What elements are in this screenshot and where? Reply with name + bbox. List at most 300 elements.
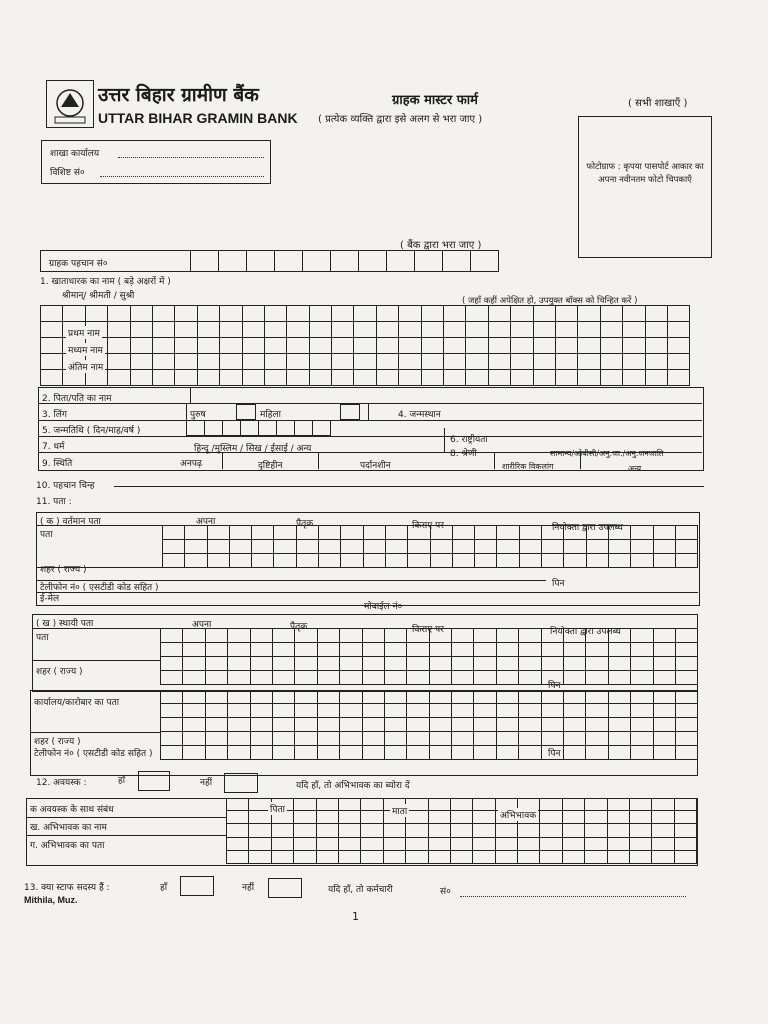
name-cell[interactable] (623, 306, 645, 322)
name-cell[interactable] (534, 338, 556, 354)
office-address-cell[interactable] (519, 690, 541, 704)
current-address-cell[interactable] (230, 554, 252, 568)
name-cell[interactable] (265, 370, 287, 386)
current-address-cell[interactable] (475, 526, 497, 540)
office-address-cell[interactable] (295, 746, 317, 760)
office-address-cell[interactable] (407, 746, 429, 760)
name-cell[interactable] (198, 370, 220, 386)
name-cell[interactable] (332, 306, 354, 322)
office-address-cell[interactable] (228, 746, 250, 760)
name-cell[interactable] (646, 354, 668, 370)
name-cell[interactable] (131, 354, 153, 370)
current-address-cell[interactable] (475, 554, 497, 568)
name-cell[interactable] (534, 322, 556, 338)
name-cell[interactable] (310, 370, 332, 386)
name-cell[interactable] (489, 322, 511, 338)
current-address-cell[interactable] (386, 540, 408, 554)
permanent-address-cell[interactable] (318, 657, 340, 671)
name-cell[interactable] (332, 370, 354, 386)
name-cell[interactable] (86, 306, 108, 322)
current-address-cell[interactable] (654, 554, 676, 568)
office-address-cell[interactable] (273, 718, 295, 732)
name-cell[interactable] (354, 338, 376, 354)
permanent-address-cell[interactable] (340, 643, 362, 657)
office-address-cell[interactable] (251, 704, 273, 718)
permanent-address-cell[interactable] (452, 657, 474, 671)
permanent-address-cell[interactable] (340, 629, 362, 643)
name-cell[interactable] (220, 322, 242, 338)
name-cell[interactable] (198, 322, 220, 338)
photo-box[interactable] (578, 116, 712, 258)
guardian-cell[interactable] (361, 824, 383, 837)
office-address-cell[interactable] (206, 746, 228, 760)
name-cell[interactable] (175, 306, 197, 322)
office-address-cell[interactable] (183, 718, 205, 732)
guardian-cell[interactable] (406, 851, 428, 864)
office-address-cell[interactable] (676, 732, 698, 746)
guardian-cell[interactable] (496, 851, 518, 864)
name-cell[interactable] (377, 370, 399, 386)
office-address-cell[interactable] (609, 718, 631, 732)
permanent-address-cell[interactable] (295, 671, 317, 685)
current-address-cell[interactable] (497, 554, 519, 568)
customer-id-cell[interactable] (247, 251, 275, 272)
name-cell[interactable] (243, 354, 265, 370)
staff-yes-checkbox[interactable] (180, 876, 214, 896)
name-cell[interactable] (489, 370, 511, 386)
name-cell[interactable] (534, 370, 556, 386)
guardian-cell[interactable] (429, 798, 451, 811)
office-address-cell[interactable] (497, 718, 519, 732)
office-address-cell[interactable] (609, 732, 631, 746)
name-cell[interactable] (668, 354, 690, 370)
guardian-cell[interactable] (675, 824, 697, 837)
name-cell[interactable] (444, 306, 466, 322)
name-cell[interactable] (41, 306, 63, 322)
office-address-cell[interactable] (519, 718, 541, 732)
permanent-address-cell[interactable] (586, 643, 608, 657)
office-address-cell[interactable] (295, 732, 317, 746)
current-address-cell[interactable] (386, 554, 408, 568)
name-cell[interactable] (131, 322, 153, 338)
office-address-cell[interactable] (407, 732, 429, 746)
name-cell[interactable] (310, 354, 332, 370)
office-address-cell[interactable] (586, 718, 608, 732)
current-address-cell[interactable] (297, 540, 319, 554)
guardian-cell[interactable] (563, 838, 585, 851)
current-address-cell[interactable] (609, 554, 631, 568)
name-cell[interactable] (466, 306, 488, 322)
permanent-address-cell[interactable] (161, 643, 183, 657)
name-cell[interactable] (601, 370, 623, 386)
guardian-grid[interactable] (226, 798, 697, 864)
name-cell[interactable] (265, 338, 287, 354)
name-cell[interactable] (220, 306, 242, 322)
current-address-cell[interactable] (341, 554, 363, 568)
guardian-cell[interactable] (272, 851, 294, 864)
name-cell[interactable] (243, 306, 265, 322)
office-address-cell[interactable] (385, 732, 407, 746)
guardian-cell[interactable] (429, 824, 451, 837)
guardian-cell[interactable] (585, 798, 607, 811)
office-address-cell[interactable] (183, 690, 205, 704)
current-address-cell[interactable] (631, 540, 653, 554)
permanent-address-cell[interactable] (407, 671, 429, 685)
permanent-address-cell[interactable] (363, 629, 385, 643)
guardian-cell[interactable] (675, 811, 697, 824)
minor-no-checkbox[interactable] (224, 773, 258, 793)
guardian-cell[interactable] (630, 798, 652, 811)
name-cell[interactable] (534, 306, 556, 322)
current-address-cell[interactable] (297, 554, 319, 568)
guardian-cell[interactable] (317, 811, 339, 824)
name-cell[interactable] (578, 322, 600, 338)
permanent-address-cell[interactable] (228, 643, 250, 657)
office-address-cell[interactable] (363, 704, 385, 718)
guardian-cell[interactable] (608, 811, 630, 824)
name-cell[interactable] (466, 338, 488, 354)
guardian-cell[interactable] (249, 824, 271, 837)
guardian-cell[interactable] (585, 838, 607, 851)
guardian-cell[interactable] (608, 798, 630, 811)
guardian-cell[interactable] (451, 811, 473, 824)
office-address-cell[interactable] (228, 690, 250, 704)
name-cell[interactable] (466, 354, 488, 370)
permanent-address-cell[interactable] (161, 657, 183, 671)
guardian-cell[interactable] (227, 838, 249, 851)
permanent-address-cell[interactable] (430, 643, 452, 657)
identification-mark-field[interactable] (114, 486, 704, 487)
name-cell[interactable] (377, 306, 399, 322)
office-address-cell[interactable] (161, 704, 183, 718)
current-address-cell[interactable] (631, 526, 653, 540)
name-cell[interactable] (556, 338, 578, 354)
current-address-cell[interactable] (163, 540, 185, 554)
name-cell[interactable] (131, 338, 153, 354)
permanent-address-cell[interactable] (497, 629, 519, 643)
office-address-cell[interactable] (631, 732, 653, 746)
guardian-cell[interactable] (473, 811, 495, 824)
name-cell[interactable] (153, 306, 175, 322)
name-cell[interactable] (668, 322, 690, 338)
guardian-cell[interactable] (630, 811, 652, 824)
permanent-address-cell[interactable] (183, 671, 205, 685)
permanent-address-cell[interactable] (519, 657, 541, 671)
office-address-cell[interactable] (340, 690, 362, 704)
office-address-cell[interactable] (183, 704, 205, 718)
permanent-address-cell[interactable] (228, 671, 250, 685)
guardian-cell[interactable] (563, 798, 585, 811)
permanent-address-cell[interactable] (654, 643, 676, 657)
guardian-cell[interactable] (496, 824, 518, 837)
name-cell[interactable] (108, 306, 130, 322)
current-address-cell[interactable] (230, 540, 252, 554)
name-cell[interactable] (243, 370, 265, 386)
name-cell[interactable] (108, 322, 130, 338)
name-cell[interactable] (399, 354, 421, 370)
office-address-cell[interactable] (564, 690, 586, 704)
office-address-cell[interactable] (519, 732, 541, 746)
current-address-cell[interactable] (319, 554, 341, 568)
permanent-address-cell[interactable] (228, 657, 250, 671)
guardian-cell[interactable] (585, 851, 607, 864)
office-address-cell[interactable] (497, 732, 519, 746)
office-address-cell[interactable] (430, 690, 452, 704)
office-address-cell[interactable] (363, 746, 385, 760)
office-address-cell[interactable] (228, 704, 250, 718)
office-address-cell[interactable] (273, 704, 295, 718)
name-cell[interactable] (556, 354, 578, 370)
name-cell[interactable] (377, 338, 399, 354)
guardian-cell[interactable] (540, 798, 562, 811)
name-cell[interactable] (354, 370, 376, 386)
name-cell[interactable] (399, 306, 421, 322)
permanent-address-cell[interactable] (474, 657, 496, 671)
office-address-cell[interactable] (251, 690, 273, 704)
name-cell[interactable] (175, 370, 197, 386)
permanent-address-cell[interactable] (519, 671, 541, 685)
permanent-address-cell[interactable] (385, 671, 407, 685)
customer-id-cell[interactable] (331, 251, 359, 272)
current-address-cell[interactable] (453, 554, 475, 568)
current-address-cell[interactable] (475, 540, 497, 554)
guardian-cell[interactable] (563, 851, 585, 864)
office-address-grid[interactable] (160, 690, 698, 760)
permanent-address-cell[interactable] (295, 643, 317, 657)
permanent-address-cell[interactable] (542, 643, 564, 657)
current-address-cell[interactable] (497, 526, 519, 540)
office-address-cell[interactable] (474, 746, 496, 760)
name-cell[interactable] (668, 338, 690, 354)
current-address-cell[interactable] (542, 540, 564, 554)
name-cell[interactable] (668, 306, 690, 322)
male-checkbox[interactable] (236, 404, 256, 420)
name-cell[interactable] (601, 306, 623, 322)
permanent-address-cell[interactable] (430, 671, 452, 685)
guardian-cell[interactable] (652, 811, 674, 824)
name-cell[interactable] (354, 322, 376, 338)
name-cell[interactable] (444, 322, 466, 338)
office-address-cell[interactable] (452, 718, 474, 732)
current-address-cell[interactable] (163, 554, 185, 568)
office-address-cell[interactable] (631, 718, 653, 732)
current-address-cell[interactable] (274, 540, 296, 554)
name-cell[interactable] (131, 306, 153, 322)
office-address-cell[interactable] (251, 718, 273, 732)
office-address-cell[interactable] (676, 746, 698, 760)
name-cell[interactable] (220, 354, 242, 370)
office-address-cell[interactable] (564, 704, 586, 718)
permanent-address-cell[interactable] (564, 671, 586, 685)
office-address-cell[interactable] (385, 746, 407, 760)
current-address-cell[interactable] (654, 526, 676, 540)
name-cell[interactable] (153, 338, 175, 354)
office-address-cell[interactable] (452, 704, 474, 718)
name-cell[interactable] (511, 306, 533, 322)
office-address-cell[interactable] (340, 718, 362, 732)
office-address-cell[interactable] (251, 746, 273, 760)
guardian-cell[interactable] (652, 798, 674, 811)
customer-id-cell[interactable] (387, 251, 415, 272)
guardian-cell[interactable] (249, 851, 271, 864)
name-cell[interactable] (623, 322, 645, 338)
permanent-address-cell[interactable] (474, 671, 496, 685)
guardian-cell[interactable] (563, 824, 585, 837)
permanent-address-cell[interactable] (519, 629, 541, 643)
name-cell[interactable] (175, 322, 197, 338)
guardian-cell[interactable] (249, 838, 271, 851)
office-address-cell[interactable] (206, 718, 228, 732)
permanent-address-cell[interactable] (474, 629, 496, 643)
customer-id-cell[interactable] (219, 251, 247, 272)
guardian-cell[interactable] (451, 798, 473, 811)
office-address-cell[interactable] (430, 718, 452, 732)
guardian-cell[interactable] (227, 798, 249, 811)
name-cell[interactable] (646, 322, 668, 338)
current-address-cell[interactable] (185, 540, 207, 554)
guardian-cell[interactable] (630, 824, 652, 837)
office-address-cell[interactable] (609, 746, 631, 760)
current-address-cell[interactable] (520, 526, 542, 540)
permanent-address-cell[interactable] (161, 671, 183, 685)
guardian-cell[interactable] (272, 824, 294, 837)
current-address-cell[interactable] (208, 540, 230, 554)
guardian-cell[interactable] (608, 838, 630, 851)
office-address-cell[interactable] (273, 746, 295, 760)
name-cell[interactable] (511, 370, 533, 386)
name-cell[interactable] (310, 338, 332, 354)
name-grid[interactable] (40, 305, 690, 386)
customer-id-cell[interactable] (275, 251, 303, 272)
guardian-cell[interactable] (518, 824, 540, 837)
customer-id-cell[interactable] (415, 251, 443, 272)
guardian-cell[interactable] (563, 811, 585, 824)
office-address-cell[interactable] (161, 732, 183, 746)
guardian-cell[interactable] (451, 851, 473, 864)
office-address-cell[interactable] (363, 732, 385, 746)
name-cell[interactable] (422, 354, 444, 370)
name-cell[interactable] (646, 338, 668, 354)
office-address-cell[interactable] (474, 690, 496, 704)
office-address-cell[interactable] (586, 746, 608, 760)
current-address-cell[interactable] (564, 554, 586, 568)
customer-id-cell[interactable] (471, 251, 499, 272)
permanent-address-cell[interactable] (161, 629, 183, 643)
name-cell[interactable] (332, 322, 354, 338)
office-address-cell[interactable] (497, 704, 519, 718)
permanent-address-cell[interactable] (183, 657, 205, 671)
guardian-cell[interactable] (473, 824, 495, 837)
guardian-cell[interactable] (630, 851, 652, 864)
office-address-cell[interactable] (586, 690, 608, 704)
name-cell[interactable] (511, 338, 533, 354)
name-cell[interactable] (41, 370, 63, 386)
office-address-cell[interactable] (363, 718, 385, 732)
permanent-address-cell[interactable] (452, 643, 474, 657)
name-cell[interactable] (220, 338, 242, 354)
name-cell[interactable] (511, 322, 533, 338)
office-address-cell[interactable] (318, 746, 340, 760)
permanent-address-cell[interactable] (654, 629, 676, 643)
guardian-cell[interactable] (294, 811, 316, 824)
guardian-cell[interactable] (652, 851, 674, 864)
name-cell[interactable] (601, 354, 623, 370)
office-address-cell[interactable] (676, 718, 698, 732)
permanent-address-cell[interactable] (363, 671, 385, 685)
name-cell[interactable] (578, 354, 600, 370)
guardian-cell[interactable] (294, 824, 316, 837)
name-cell[interactable] (153, 370, 175, 386)
office-address-cell[interactable] (497, 746, 519, 760)
guardian-cell[interactable] (451, 824, 473, 837)
name-cell[interactable] (466, 370, 488, 386)
name-cell[interactable] (287, 338, 309, 354)
guardian-cell[interactable] (384, 824, 406, 837)
current-address-cell[interactable] (587, 554, 609, 568)
name-cell[interactable] (623, 338, 645, 354)
current-address-cell[interactable] (274, 554, 296, 568)
name-cell[interactable] (377, 322, 399, 338)
office-address-cell[interactable] (161, 718, 183, 732)
guardian-cell[interactable] (429, 838, 451, 851)
name-cell[interactable] (646, 306, 668, 322)
current-address-cell[interactable] (431, 554, 453, 568)
office-address-cell[interactable] (385, 690, 407, 704)
guardian-cell[interactable] (429, 811, 451, 824)
guardian-cell[interactable] (406, 838, 428, 851)
current-address-cell[interactable] (185, 526, 207, 540)
office-address-cell[interactable] (228, 718, 250, 732)
name-cell[interactable] (556, 306, 578, 322)
office-address-cell[interactable] (676, 704, 698, 718)
guardian-cell[interactable] (518, 838, 540, 851)
office-address-cell[interactable] (542, 718, 564, 732)
name-cell[interactable] (287, 370, 309, 386)
name-cell[interactable] (489, 306, 511, 322)
guardian-cell[interactable] (451, 838, 473, 851)
permanent-address-cell[interactable] (251, 657, 273, 671)
office-address-cell[interactable] (542, 732, 564, 746)
name-cell[interactable] (287, 322, 309, 338)
permanent-address-cell[interactable] (183, 643, 205, 657)
special-no-field[interactable] (100, 176, 264, 177)
permanent-address-cell[interactable] (385, 629, 407, 643)
guardian-cell[interactable] (473, 838, 495, 851)
name-cell[interactable] (153, 322, 175, 338)
current-address-cell[interactable] (364, 526, 386, 540)
office-address-cell[interactable] (385, 718, 407, 732)
name-cell[interactable] (332, 338, 354, 354)
office-address-cell[interactable] (542, 704, 564, 718)
office-address-cell[interactable] (318, 718, 340, 732)
current-address-cell[interactable] (453, 540, 475, 554)
name-cell[interactable] (466, 322, 488, 338)
current-address-cell[interactable] (341, 526, 363, 540)
guardian-cell[interactable] (675, 798, 697, 811)
permanent-address-cell[interactable] (183, 629, 205, 643)
office-address-cell[interactable] (654, 704, 676, 718)
name-cell[interactable] (422, 306, 444, 322)
office-address-cell[interactable] (452, 732, 474, 746)
permanent-address-cell[interactable] (631, 643, 653, 657)
permanent-address-cell[interactable] (318, 629, 340, 643)
permanent-address-cell[interactable] (497, 657, 519, 671)
guardian-cell[interactable] (675, 851, 697, 864)
permanent-address-cell[interactable] (609, 643, 631, 657)
permanent-address-cell[interactable] (586, 671, 608, 685)
office-address-cell[interactable] (542, 690, 564, 704)
permanent-address-cell[interactable] (206, 643, 228, 657)
